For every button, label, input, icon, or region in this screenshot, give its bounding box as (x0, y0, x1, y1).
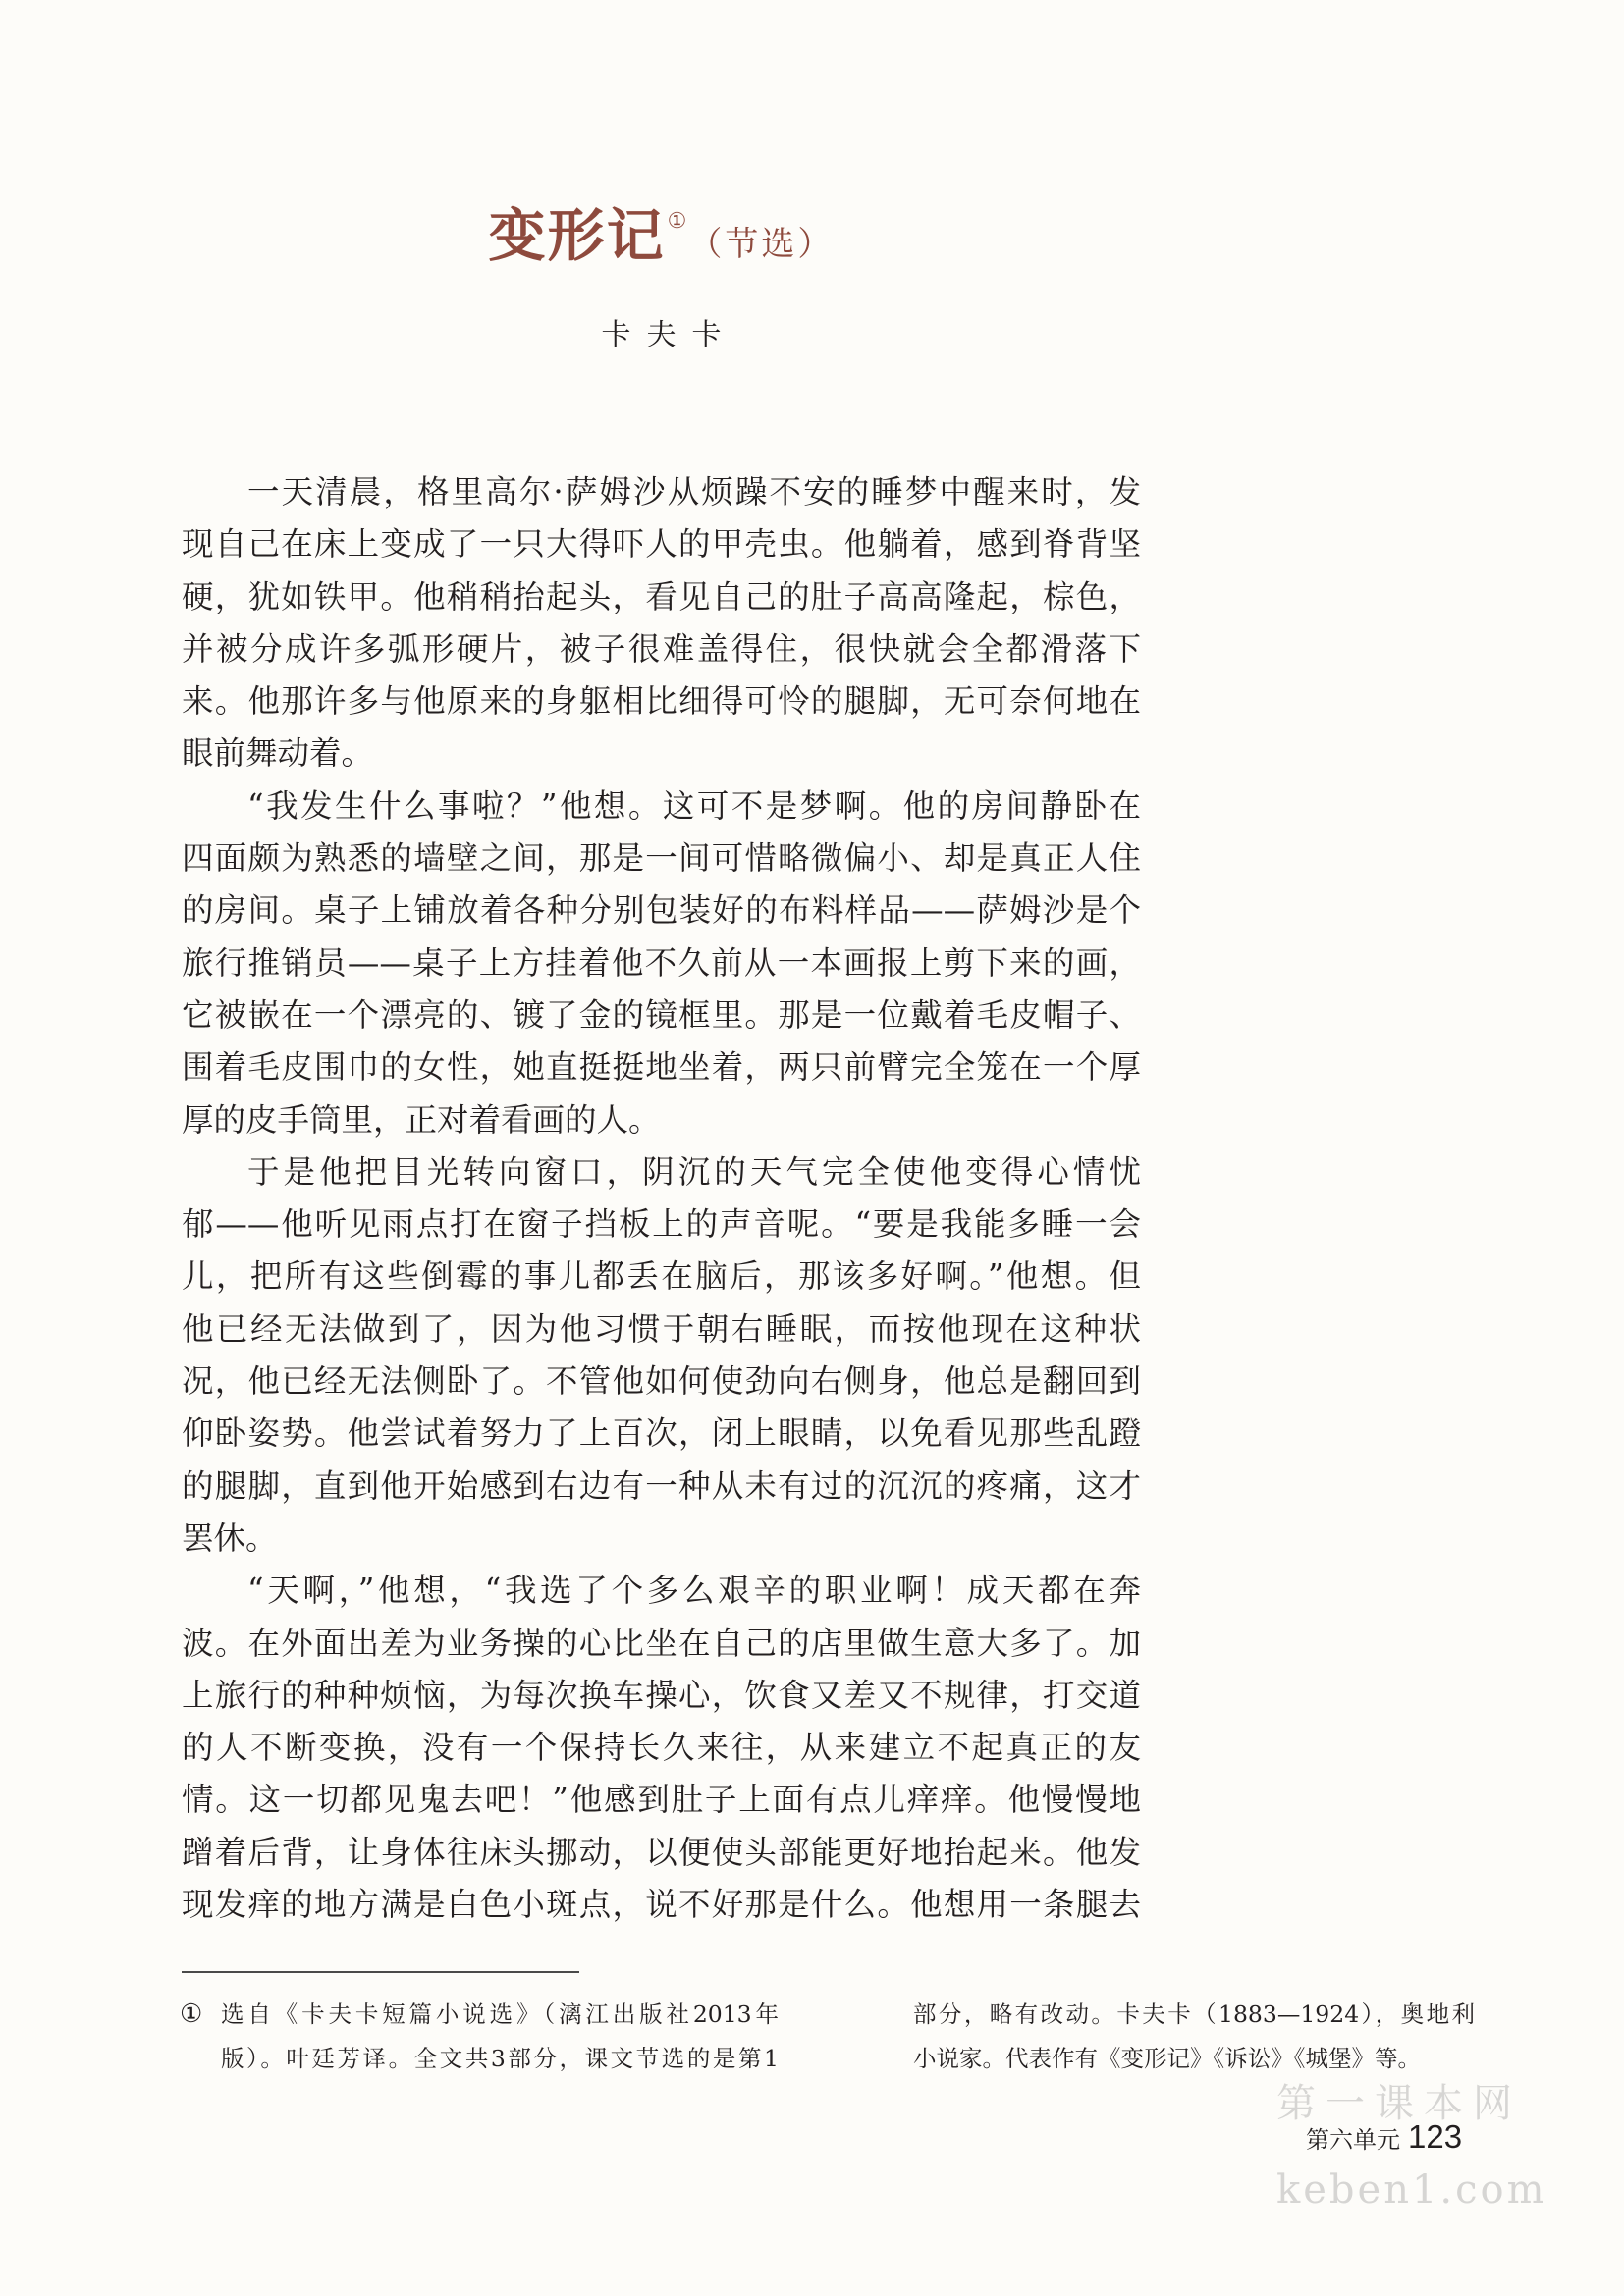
footnote-line: 版）。叶廷芳译。全文共3部分，课文节选的是第1 (221, 2045, 779, 2072)
text-line: “天啊，”他想，“我选了个多么艰辛的职业啊！成天都在奔 (247, 1572, 1141, 1610)
paragraph (182, 780, 1141, 1147)
text-line: 上旅行的种种烦恼，为每次换车操心，饮食又差又不规律，打交道 (182, 1676, 1141, 1714)
watermark-domain: keben1.com (1276, 2167, 1547, 2213)
title-subtitle: （节选） (688, 225, 835, 264)
footnote-mark: ① (180, 2000, 203, 2029)
title-footnote-mark: ① (667, 209, 687, 234)
unit-label: 第六单元 (1306, 2126, 1400, 2154)
text-line: 仰卧姿势。他尝试着努力了上百次，闭上眼睛，以免看见那些乱蹬 (182, 1415, 1141, 1453)
text-line: 的腿脚，直到他开始感到右边有一种从未有过的沉沉的疼痛，这才 (182, 1467, 1141, 1505)
footnote-line: 部分，略有改动。卡夫卡（1883—1924），奥地利 (913, 2001, 1475, 2028)
text-line: 于是他把目光转向窗口，阴沉的天气完全使他变得心情忧 (247, 1152, 1141, 1191)
text-line: 郁——他听见雨点打在窗子挡板上的声音呢。“要是我能多睡一会 (182, 1205, 1141, 1244)
text-line: 一天清晨，格里高尔·萨姆沙从烦躁不安的睡梦中醒来时，发 (247, 473, 1141, 510)
text-line: 眼前舞动着。 (182, 734, 374, 773)
watermark-site-name: 第一课本网 (1276, 2081, 1522, 2126)
footnote-column-right (913, 1993, 1475, 2081)
footnote-divider (182, 1971, 579, 1973)
text-line: 他已经无法做到了，因为他习惯于朝右睡眠，而按他现在这种状 (182, 1309, 1141, 1348)
author-name: 卡夫卡 (601, 318, 737, 352)
text-line: 旅行推销员——桌子上方挂着他不久前从一本画报上剪下来的画， (182, 943, 1141, 982)
paragraph (182, 466, 1141, 780)
text-line: 情。这一切都见鬼去吧！”他感到肚子上面有点儿痒痒。他慢慢地 (182, 1781, 1141, 1819)
text-line: 波。在外面出差为业务操的心比坐在自己的店里做生意大多了。加 (182, 1624, 1141, 1662)
text-line: 四面颇为熟悉的墙壁之间，那是一间可惜略微偏小、却是真正人住 (182, 839, 1141, 878)
page-number: 123 (1408, 2118, 1463, 2155)
footnote-line: 选自《卡夫卡短篇小说选》（漓江出版社2013年 (221, 2001, 779, 2028)
page-footer (1306, 2115, 1462, 2159)
paragraph (182, 1565, 1141, 1931)
text-line: 来。他那许多与他原来的身躯相比细得可怜的腿脚，无可奈何地在 (182, 682, 1141, 721)
text-line: 硬，犹如铁甲。他稍稍抬起头，看见自己的肚子高高隆起，棕色， (182, 577, 1141, 615)
text-line: 现自己在床上变成了一只大得吓人的甲壳虫。他躺着，感到脊背坚 (182, 525, 1141, 563)
footnote-line: 小说家。代表作有《变形记》《诉讼》《城堡》等。 (913, 2045, 1421, 2072)
text-line: 罢休。 (182, 1519, 278, 1557)
text-line: “我发生什么事啦？”他想。这可不是梦啊。他的房间静卧在 (247, 786, 1141, 825)
lesson-title (182, 194, 1141, 277)
text-line: 并被分成许多弧形硬片，被子很难盖得住，很快就会全都滑落下 (182, 629, 1141, 667)
text-line: 围着毛皮围巾的女性，她直挺挺地坐着，两只前臂完全笼在一个厚 (182, 1048, 1141, 1087)
text-line: 它被嵌在一个漂亮的、镀了金的镜框里。那是一位戴着毛皮帽子、 (182, 995, 1141, 1034)
text-line: 蹭着后背，让身体往床头挪动，以便使头部能更好地抬起来。他发 (182, 1833, 1141, 1871)
text-line: 儿，把所有这些倒霉的事儿都丢在脑后，那该多好啊。”他想。但 (182, 1257, 1141, 1296)
text-line: 的房间。桌子上铺放着各种分别包装好的布料样品——萨姆沙是个 (182, 891, 1141, 930)
text-line: 厚的皮手筒里，正对着看画的人。 (182, 1100, 661, 1139)
footnote-column-left (221, 1993, 779, 2081)
body-text (182, 466, 1141, 1931)
title-text: 变形记 (488, 202, 666, 269)
text-line: 的人不断变换，没有一个保持长久来往，从来建立不起真正的友 (182, 1729, 1141, 1767)
text-line: 况，他已经无法侧卧了。不管他如何使劲向右侧身，他总是翻回到 (182, 1362, 1141, 1401)
paragraph (182, 1147, 1141, 1565)
text-line: 现发痒的地方满是白色小斑点，说不好那是什么。他想用一条腿去 (182, 1886, 1141, 1924)
